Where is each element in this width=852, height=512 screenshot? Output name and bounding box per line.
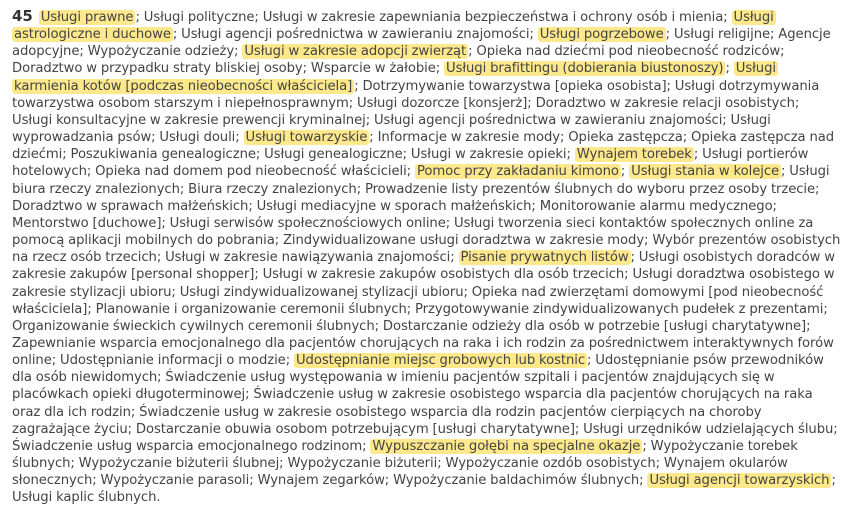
plain-text-segment: ; Usługi agencji pośrednictwa w zawieraniu znajomości; (172, 27, 538, 43)
highlighted-term: Usługi w zakresie adopcji zwierząt (244, 44, 467, 60)
plain-text-segment: ; Usługi polityczne; Usługi w zakresie zapewniania bezpieczeństwa i ochrony osób i mienia; (135, 10, 732, 25)
plain-text-segment: ; Usługi kaplic ślubnych. (12, 473, 836, 506)
plain-text-segment: ; Usługi religijne; Agencje adopcyjne; Wypożyczanie odzieży; (12, 27, 831, 60)
plain-text-segment: ; Usługi biura rzeczy znalezionych; Biura rzeczy znalezionych; Prowadzenie listy prezentów ślubnych do wyboru przez osoby trzecie; Doradztwo w sprawach małżeńskich; Usługi mediacyjne w sporach małżeńskich; Monitorowanie alarmu medycznego; Mentorstwo [duchowe]; Usługi serwisów społecznościowych online; Usługi tworzenia sieci kontaktów społecznych online za pomocą aplikacji mobilnych do pobrania; Zindywidualizowane usługi doradztwa w zakresie mody; Wybór prezentów osobistych na rzecz osób trzecich; Usługi w zakresie nawiązywania znajomości; (12, 164, 841, 266)
plain-text-segment: ; Opieka nad dziećmi pod nieobecność rodziców; Doradztwo w przypadku straty bliskiej osoby; Wsparcie w żałobie; (12, 44, 785, 77)
plain-text-segment: ; (725, 61, 734, 77)
highlighted-term: Usługi agencji towarzyskich (649, 473, 830, 489)
plain-text-segment: ; Udostępnianie psów przewodników dla osób niewidomych; Świadczenie usług występowania w imieniu pacjentów szpitali i pacjentów znajdujących się w placówkach opieki długoterminowej; Świadczenie usług w zakresie osobistego wsparcia dla pacjentów chorujących na raka oraz dla ich rodzin; Świadczenie usług w zakresie osobistego wsparcia dla rodzin pacjentów cierpiących na choroby zagrażające życiu; Dostarczanie obuwia osobom potrzebującym [usługi charytatywne]; Usługi urzędników udzielających ślubu; Świadczenie usług wsparcia emocjonalnego rodzinom; (12, 353, 838, 454)
plain-text-segment: ; Informacje w zakresie mody; Opieka zastępcza; Opieka zastępcza nad dziećmi; Poszukiwania genealogiczne; Usługi genealogiczne; Usługi w zakresie opieki; (12, 130, 835, 163)
class-items-text (12, 10, 840, 505)
plain-text-segment: ; Wypożyczanie torebek ślubnych; Wypożyczanie biżuterii ślubnej; Wypożyczanie biżuterii; Wypożyczanie ozdób osobistych; Wynajem okularów słonecznych; Wypożyczanie parasoli; Wynajem zegarków; Wypożyczanie baldachimów ślubnych; (12, 438, 798, 489)
highlighted-term: Wynajem torebek (576, 147, 692, 163)
highlighted-term: Usługi pogrzebowe (539, 27, 664, 43)
highlighted-term: Usługi stania w kolejce (631, 164, 780, 180)
plain-text-segment: ; (620, 164, 630, 180)
highlighted-term: Pomoc przy zakładaniu kimono (416, 164, 619, 180)
highlighted-term: Usługi brafittingu (dobierania biustonoszy) (446, 61, 724, 77)
highlighted-term: Usługi towarzyskie (245, 130, 368, 146)
class-number: 45 (12, 7, 33, 25)
highlighted-term: Wypuszczanie gołębi na specjalne okazje (372, 438, 641, 454)
plain-text-segment: ; Usługi portierów hotelowych; Opieka nad domem pod nieobecność właścicieli; (12, 147, 809, 180)
highlighted-term: Pisanie prywatnych listów (460, 250, 629, 266)
highlighted-term: Udostępnianie miejsc grobowych lub kostnic (295, 353, 586, 369)
highlighted-term: Usługi astrologiczne i duchowe (14, 10, 774, 43)
plain-text-segment: ; Dotrzymywanie towarzystwa [opieka osobista]; Usługi dotrzymywania towarzystwa osobom starszym i niepełnosprawnym; Usługi dozorcze [konsjerż]; Doradztwo w zakresie relacji osobistych; Usługi konsultacyjne w zakresie prewencji kryminalnej; Usługi agencji pośrednictwa w zawieraniu znajomości; Usługi wyprowadzania psów; Usługi douli; (12, 78, 820, 146)
highlighted-term: Usługi prawne (40, 10, 134, 25)
plain-text-segment: ; Usługi osobistych doradców w zakresie zakupów [personal shopper]; Usługi w zakresie zakupów osobistych dla osób trzecich; Usługi doradztwa osobistego w zakresie stylizacji ubioru; Usługi zindywidualizowanej stylizacji ubioru; Opieka nad zwierzętami domowymi [pod nieobecność właściciela]; Planowanie i organizowanie ceremonii ślubnych; Przygotowywanie zindywidualizowanych pudełek z prezentami; Organizowanie świeckich cywilnych ceremonii ślubnych; Dostarczanie odzieży dla osób w potrzebie [usługi charytatywne]; Zapewnianie wsparcia emocjonalnego dla pacjentów chorujących na raka i ich rodzin za pośrednictwem interaktywnych forów online; Udostępnianie informacji o modzie; (12, 250, 835, 369)
highlighted-term: Usługi karmienia kotów [podczas nieobecności właściciela] (14, 61, 776, 94)
